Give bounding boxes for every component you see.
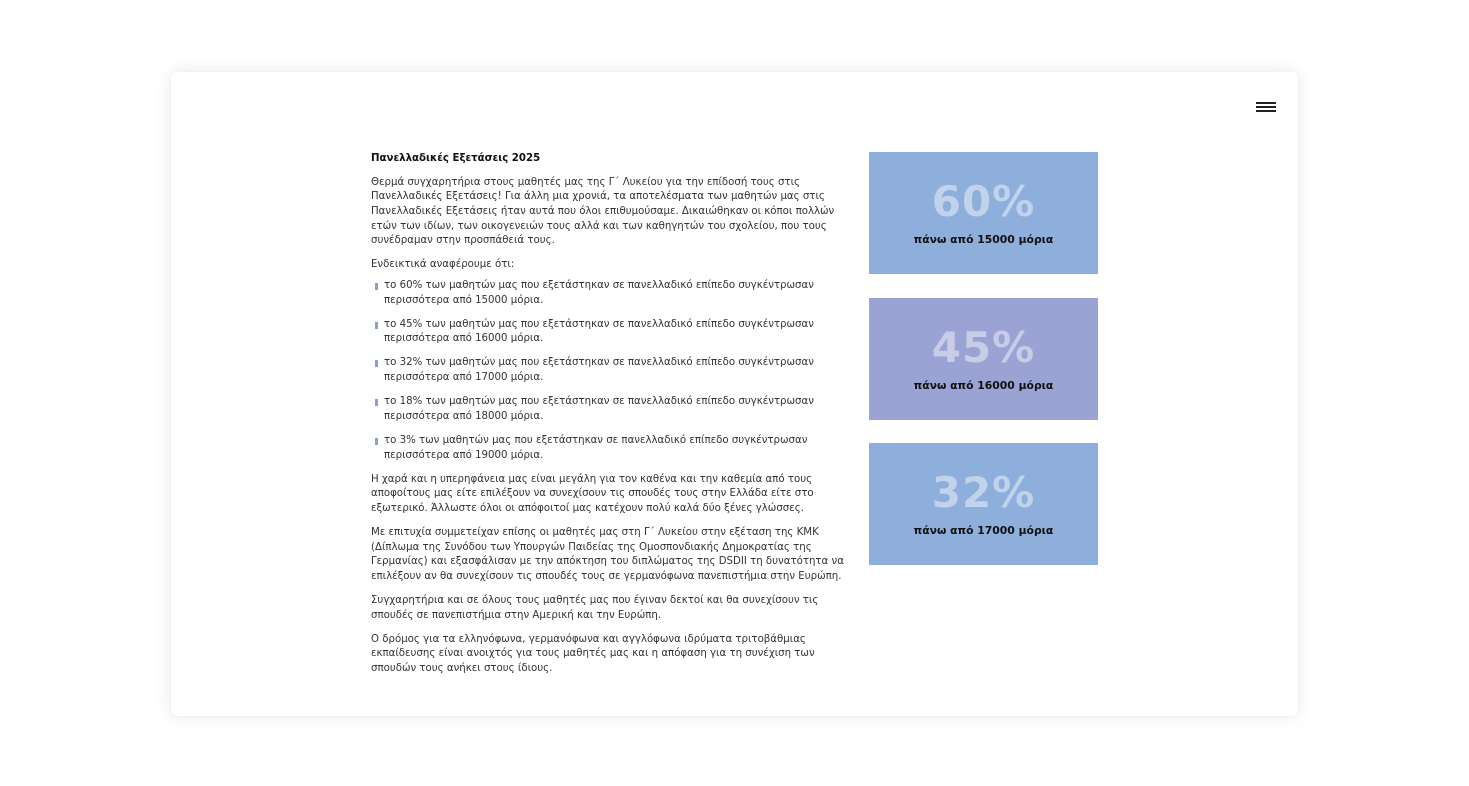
stat-value: 32% bbox=[931, 468, 1036, 517]
paragraph-congrats: Συγχαρητήρια και σε όλους τους μαθητές μας που έγιναν δεκτοί και θα συνεχίσουν τις σπουδές σε πανεπιστήμια στην Αμερική και την Ευρώπη. bbox=[371, 595, 819, 621]
bullet-marker bbox=[375, 322, 378, 329]
stat-box-32 bbox=[869, 443, 1098, 565]
list-item-text: το 18% των μαθητών μας που εξετάστηκαν σε πανελλαδικό επίπεδο συγκέντρωσαν περισσότερα από 18000 μόρια. bbox=[384, 396, 814, 422]
list-item bbox=[375, 356, 851, 385]
stat-box-60 bbox=[869, 152, 1098, 274]
paragraph-kmk: Με επιτυχία συμμετείχαν επίσης οι μαθητές μας στη Γ΄ Λυκείου στην εξέταση της ΚΜΚ (Δίπλωμα της Συνόδου των Υπουργών Παιδείας της Ομοσπονδιακής Δημοκρατίας της Γερμανίας) και εξασφάλισαν με την απόκτηση του διπλώματος της DSDII τη δυνατότητα να επιλέξουν αν θα συνεχίσουν τις σπουδές τους σε γερμανόφωνα πανεπιστήμια στην Ευρώπη. bbox=[371, 526, 844, 583]
stat-box-45 bbox=[869, 298, 1098, 420]
list-item-text: το 32% των μαθητών μας που εξετάστηκαν σε πανελλαδικό επίπεδο συγκέντρωσαν περισσότερα από 17000 μόρια. bbox=[384, 357, 814, 384]
article-title: Πανελλαδικές Εξετάσεις 2025 bbox=[371, 153, 541, 164]
bullet-marker bbox=[375, 399, 378, 406]
article bbox=[371, 152, 851, 686]
results-list bbox=[371, 279, 851, 463]
list-intro: Ενδεικτικά αναφέρουμε ότι: bbox=[371, 259, 515, 271]
intro-paragraph: Θερμά συγχαρητήρια στους μαθητές μας της Γ΄ Λυκείου για την επίδοσή τους στις Πανελλαδικές Εξετάσεις! Για άλλη μια χρονιά, τα αποτελέσματα των μαθητών μας στις Πανελλαδικές Εξετάσεις ήταν αυτά που όλοι επιθυμούσαμε. Δικαιώθηκαν οι κόποι πολλών ετών των ιδίων, των οικογενειών τους αλλά και των καθηγητών του σχολείου, που τους συνέδραμαν στην προσπάθειά τους. bbox=[371, 176, 835, 247]
paragraph-pride: Η χαρά και η υπερηφάνεια μας είναι μεγάλη για τον καθένα και την καθεμία από τους αποφοίτους μας είτε επιλέξουν να συνεχίσουν τις σπουδές τους στην Ελλάδα είτε στο εξωτερικό. Άλλωστε όλοι οι απόφοιτοί μας κατέχουν πολύ καλά δύο ξένες γλώσσες. bbox=[371, 473, 814, 514]
stat-caption: πάνω από 16000 μόρια bbox=[913, 379, 1054, 392]
list-item-text: το 3% των μαθητών μας που εξετάστηκαν σε πανελλαδικό επίπεδο συγκέντρωσαν περισσότερα από 19000 μόρια. bbox=[384, 434, 808, 461]
list-item-text: το 60% των μαθητών μας που εξετάστηκαν σε πανελλαδικό επίπεδο συγκέντρωσαν περισσότερα από 15000 μόρια. bbox=[384, 280, 814, 306]
stat-caption: πάνω από 15000 μόρια bbox=[913, 233, 1054, 246]
list-item-text: το 45% των μαθητών μας που εξετάστηκαν σε πανελλαδικό επίπεδο συγκέντρωσαν περισσότερα από 16000 μόρια. bbox=[384, 318, 814, 345]
stat-value: 60% bbox=[931, 177, 1036, 226]
hamburger-menu-icon[interactable] bbox=[1256, 102, 1276, 112]
bullet-marker bbox=[375, 438, 378, 445]
list-item bbox=[375, 434, 851, 463]
bullet-marker bbox=[375, 360, 378, 367]
paragraph-path: Ο δρόμος για τα ελληνόφωνα, γερμανόφωνα και αγγλόφωνα ιδρύματα τριτοβάθμιας εκπαίδευσης είναι ανοιχτός για τους μαθητές μας και η απόφαση για τη συνέχιση των σπουδών τους ανήκει στους ίδιους. bbox=[371, 633, 815, 675]
list-item bbox=[375, 279, 851, 308]
bullet-marker bbox=[375, 283, 378, 290]
list-item bbox=[375, 318, 851, 347]
list-item bbox=[375, 395, 851, 424]
stat-caption: πάνω από 17000 μόρια bbox=[913, 524, 1054, 537]
stat-value: 45% bbox=[931, 323, 1036, 372]
